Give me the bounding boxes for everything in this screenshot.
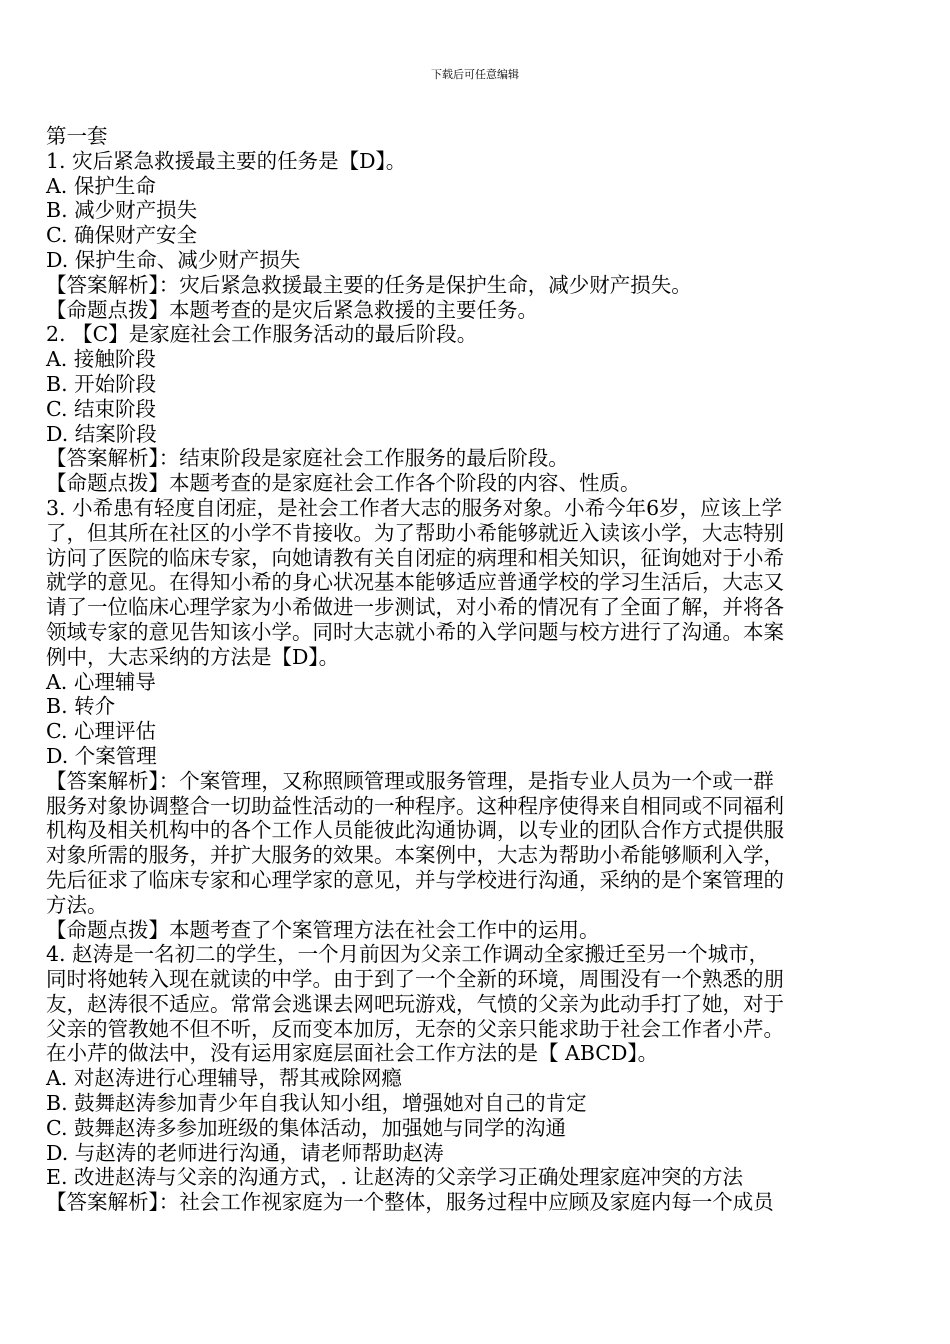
question-3-stem-line: 请了一位临床心理学家为小希做进一步测试，对小希的情况有了全面了解，并将各 — [46, 595, 784, 620]
question-3-stem-line: 了，但其所在社区的小学不肯接收。为了帮助小希能够就近入读该小学，大志特别 — [46, 520, 784, 545]
question-3-stem-line: 就学的意见。在得知小希的身心状况基本能够适应普通学校的学习生活后，大志又 — [46, 570, 784, 595]
question-3-stem-line: 例中，大志采纳的方法是【D】。 — [46, 644, 340, 669]
question-2-tip: 【命题点拨】本题考查的是家庭社会工作各个阶段的内容、性质。 — [46, 471, 641, 496]
question-2-option-d: D. 结案阶段 — [46, 421, 157, 446]
question-3-answer-analysis-line: 服务对象协调整合一切助益性活动的一种程序。这种程序使得来自相同或不同福利 — [46, 793, 784, 818]
question-3-stem-line: 访问了医院的临床专家，向她请教有关自闭症的病理和相关知识，征询她对于小希 — [46, 545, 784, 570]
question-4-option-c: C. 鼓舞赵涛多参加班级的集体活动，加强她与同学的沟通 — [46, 1115, 566, 1140]
question-4-option-d: D. 与赵涛的老师进行沟通，请老师帮助赵涛 — [46, 1140, 444, 1165]
question-3-stem-line: 领域专家的意见告知该小学。同时大志就小希的入学问题与校方进行了沟通。本案 — [46, 619, 784, 644]
question-3-answer-analysis-line: 对象所需的服务，并扩大服务的效果。本案例中，大志为帮助小希能够顺利入学， — [46, 843, 784, 868]
question-4-stem-line: 4. 赵涛是一名初二的学生，一个月前因为父亲工作调动全家搬迁至另一个城市， — [46, 942, 770, 967]
question-2-answer-analysis: 【答案解析】：结束阶段是家庭社会工作服务的最后阶段。 — [46, 446, 569, 471]
question-4-option-b: B. 鼓舞赵涛参加青少年自我认知小组，增强她对自己的肯定 — [46, 1091, 587, 1116]
question-3-answer-analysis-line: 方法。 — [46, 892, 108, 917]
question-1-option-d: D. 保护生命、减少财产损失 — [46, 247, 301, 272]
question-1-stem: 1. 灾后紧急救援最主要的任务是【D】。 — [46, 148, 407, 173]
question-2-option-c: C. 结束阶段 — [46, 396, 156, 421]
document-body — [46, 124, 914, 1215]
question-3-answer-analysis-line: 先后征求了临床专家和心理学家的意见，并与学校进行沟通，采纳的是个案管理的 — [46, 867, 784, 892]
question-3-answer-analysis-line: 机构及相关机构中的各个工作人员能彼此沟通协调，以专业的团队合作方式提供服 — [46, 818, 784, 843]
question-3-option-b: B. 转介 — [46, 694, 116, 719]
question-4-answer-analysis-line: 【答案解析】：社会工作视家庭为一个整体，服务过程中应顾及家庭内每一个成员 — [46, 1190, 774, 1215]
question-2-option-a: A. 接触阶段 — [46, 347, 156, 372]
question-3-tip: 【命题点拨】本题考查了个案管理方法在社会工作中的运用。 — [46, 917, 600, 942]
question-3-stem-line: 3. 小希患有轻度自闭症，是社会工作者大志的服务对象。小希今年6岁，应该上学 — [46, 495, 783, 520]
question-3-answer-analysis-line: 【答案解析】：个案管理，又称照顾管理或服务管理，是指专业人员为一个或一群 — [46, 768, 774, 793]
question-4-stem-line: 父亲的管教她不但不听，反而变本加厉，无奈的父亲只能求助于社会工作者小芹。 — [46, 1016, 784, 1041]
question-4-stem-line: 在小芹的做法中，没有运用家庭层面社会工作方法的是【 ABCD】。 — [46, 1041, 659, 1066]
question-4-stem-line: 同时将她转入现在就读的中学。由于到了一个全新的环境，周围没有一个熟悉的朋 — [46, 967, 784, 992]
page-header: 下载后可任意编辑 — [431, 68, 519, 81]
question-1-answer-analysis: 【答案解析】：灾后紧急救援最主要的任务是保护生命，减少财产损失。 — [46, 272, 692, 297]
question-4-option-e: E. 改进赵涛与父亲的沟通方式，. 让赵涛的父亲学习正确处理家庭冲突的方法 — [46, 1165, 744, 1190]
question-4-option-a: A. 对赵涛进行心理辅导，帮其戒除网瘾 — [46, 1066, 402, 1091]
question-1-option-c: C. 确保财产安全 — [46, 223, 197, 248]
question-1-tip: 【命题点拨】本题考查的是灾后紧急救援的主要任务。 — [46, 297, 538, 322]
question-4-stem-line: 友，赵涛很不适应。常常会逃课去网吧玩游戏，气愤的父亲为此动手打了她，对于 — [46, 991, 784, 1016]
question-3-option-a: A. 心理辅导 — [46, 669, 156, 694]
question-2-option-b: B. 开始阶段 — [46, 371, 157, 396]
question-3-option-d: D. 个案管理 — [46, 743, 157, 768]
section-title: 第一套 — [46, 124, 108, 148]
question-3-option-c: C. 心理评估 — [46, 719, 156, 744]
question-2-stem: 2. 【C】是家庭社会工作服务活动的最后阶段。 — [46, 322, 478, 347]
question-1-option-b: B. 减少财产损失 — [46, 198, 198, 223]
question-1-option-a: A. 保护生命 — [46, 173, 156, 198]
